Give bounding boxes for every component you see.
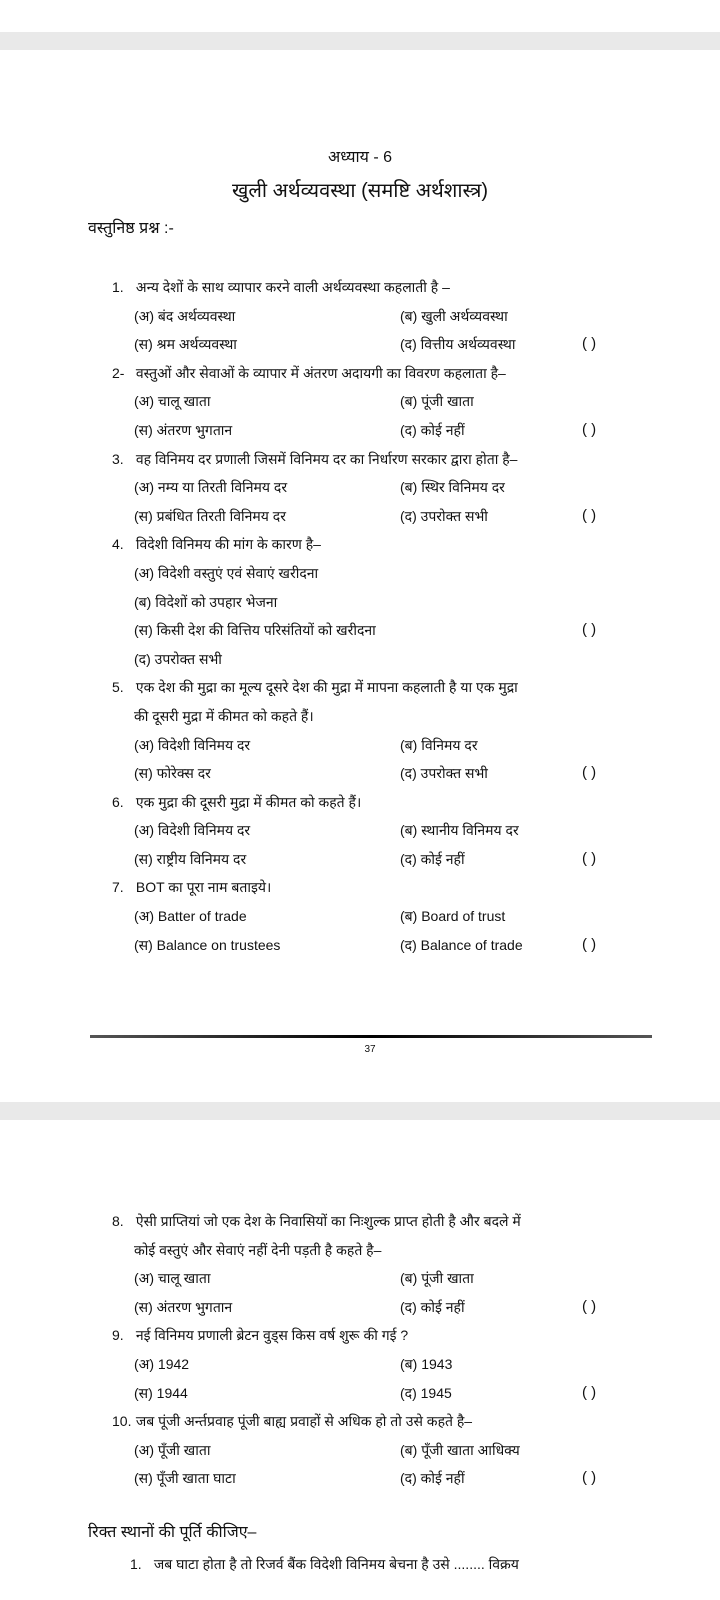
option: (स) फोरेक्स दर <box>134 765 211 782</box>
option-row <box>112 559 672 588</box>
section-heading: वस्तुनिष्ठ प्रश्न :- <box>88 220 174 237</box>
question-line <box>112 359 672 388</box>
option: (अ) बंद अर्थव्यवस्था <box>134 307 236 324</box>
question-text: अन्य देशों के साथ व्यापार करने वाली अर्थव्यवस्था कहलाती है – <box>135 279 450 295</box>
answer-blank: ( ) <box>582 1469 597 1487</box>
answer-blank: ( ) <box>582 335 597 353</box>
question <box>112 359 672 445</box>
question-text: BOT का पूरा नाम बताइये। <box>135 879 272 896</box>
question-text: कोई वस्तुएं और सेवाएं नहीं देनी पड़ती है कहते है– <box>134 1241 382 1258</box>
option: (ब) पूंजी खाता <box>400 393 474 410</box>
question-text: एक देश की मुद्रा का मूल्य दूसरे देश की मुद्रा में मापना कहलाती है या एक मुद्रा <box>135 679 518 696</box>
question-text: विदेशी विनिमय की मांग के कारण है– <box>135 536 321 553</box>
option-row <box>112 1350 672 1379</box>
question-number: 6. <box>112 793 124 810</box>
question-number: 2- <box>112 364 125 381</box>
option: (अ) विदेशी विनिमय दर <box>134 822 251 839</box>
question-text: वस्तुओं और सेवाओं के व्यापार में अंतरण अदायगी का विवरण कहलाता है– <box>135 364 506 381</box>
option: (ब) पूँजी खाता आधिक्य <box>400 1441 520 1458</box>
question-line <box>112 702 672 731</box>
question-line <box>112 673 672 702</box>
fill-blanks-heading: रिक्त स्थानों की पूर्ति कीजिए– <box>88 1524 257 1541</box>
question-text: वह विनिमय दर प्रणाली जिसमें विनिमय दर का निर्धारण सरकार द्वारा होता है– <box>135 450 518 467</box>
option: (द) कोई नहीं <box>400 850 465 867</box>
question-line <box>112 445 672 474</box>
option: (स) पूँजी खाता घाटा <box>134 1470 236 1487</box>
option: (ब) स्थिर विनिमय दर <box>400 479 505 496</box>
question-text: ऐसी प्राप्तियां जो एक देश के निवासियों का निःशुल्क प्राप्त होती है और बदले में <box>135 1213 521 1229</box>
option: (स) Balance on trustees <box>134 936 281 953</box>
document-page-38 <box>0 1120 720 1600</box>
answer-blank: ( ) <box>582 506 597 524</box>
option: (स) राष्ट्रीय विनिमय दर <box>134 850 247 867</box>
question-text: जब पूंजी अर्न्तप्रवाह पूंजी बाह्य प्रवाहों से अधिक हो तो उसे कहते है– <box>135 1413 473 1430</box>
option: (स) प्रबंधित तिरती विनिमय दर <box>134 507 286 524</box>
option-row <box>112 387 672 416</box>
option-row <box>112 302 672 331</box>
option: (स) 1944 <box>134 1384 188 1401</box>
option: (ब) पूंजी खाता <box>400 1270 474 1287</box>
question <box>112 788 672 874</box>
option: (ब) विनिमय दर <box>400 736 478 753</box>
option-row <box>112 1293 672 1322</box>
option: (अ) 1942 <box>134 1355 190 1372</box>
option: (ब) 1943 <box>400 1355 453 1372</box>
option: (अ) चालू खाता <box>134 1270 211 1287</box>
option: (द) कोई नहीं <box>400 1298 465 1315</box>
question-text: नई विनिमय प्रणाली ब्रेटन वुड्स किस वर्ष शुरू की गई ? <box>135 1327 409 1344</box>
question-line <box>112 788 672 817</box>
option-row <box>112 931 672 960</box>
answer-blank: ( ) <box>582 1297 597 1315</box>
chapter-title: खुली अर्थव्यवस्था (समष्टि अर्थशास्त्र) <box>231 180 489 202</box>
option: (द) उपरोक्त सभी <box>134 650 222 667</box>
page-number: 37 <box>364 1044 376 1055</box>
option-row <box>112 845 672 874</box>
option: (स) किसी देश की वित्तिय परिसंतियों को खरीदना <box>134 622 376 639</box>
question-line <box>112 530 672 559</box>
question-number: 1. <box>112 279 124 295</box>
question-number: 7. <box>112 879 124 896</box>
option: (द) उपरोक्त सभी <box>400 507 488 524</box>
option: (स) अंतरण भुगतान <box>134 421 233 438</box>
option-row <box>112 1379 672 1408</box>
answer-blank: ( ) <box>582 621 597 639</box>
option-row <box>112 588 672 617</box>
question <box>112 530 672 673</box>
option-row <box>112 731 672 760</box>
option: (अ) Batter of trade <box>134 908 247 925</box>
option: (द) Balance of trade <box>400 936 523 953</box>
answer-blank: ( ) <box>582 849 597 867</box>
question <box>112 873 672 959</box>
question-text: की दूसरी मुद्रा में कीमत को कहते हैं। <box>134 707 314 724</box>
question-text: एक मुद्रा की दूसरी मुद्रा में कीमत को कहते हैं। <box>135 793 362 810</box>
option-row <box>112 645 672 674</box>
option: (द) उपरोक्त सभी <box>400 765 488 782</box>
option: (ब) खुली अर्थव्यवस्था <box>400 307 508 324</box>
option-row <box>112 902 672 931</box>
option: (अ) चालू खाता <box>134 393 211 410</box>
option-row <box>112 473 672 502</box>
question <box>112 273 672 359</box>
option-row <box>112 1264 672 1293</box>
question-line <box>112 273 672 302</box>
question <box>112 673 672 787</box>
option-row <box>112 616 672 645</box>
answer-blank: ( ) <box>582 420 597 438</box>
answer-blank: ( ) <box>582 1383 597 1401</box>
question-line <box>112 1407 672 1436</box>
question-number: 9. <box>112 1327 124 1344</box>
item-text: जब घाटा होता है तो रिजर्व बैंक विदेशी विनिमय बेचना है उसे ........ विक्रय <box>153 1556 519 1572</box>
question-line <box>112 873 672 902</box>
option: (अ) विदेशी विनिमय दर <box>134 736 251 753</box>
question-number: 4. <box>112 536 124 553</box>
question-number: 8. <box>112 1213 124 1229</box>
option-row <box>112 759 672 788</box>
question <box>112 1321 672 1407</box>
document-page-37 <box>0 50 720 1102</box>
question-line <box>112 1321 672 1350</box>
option: (ब) Board of trust <box>400 908 506 925</box>
option-row <box>112 816 672 845</box>
option: (द) वित्तीय अर्थव्यवस्था <box>400 336 516 353</box>
option: (अ) पूँजी खाता <box>134 1441 211 1458</box>
option-row <box>112 502 672 531</box>
option: (द) 1945 <box>400 1384 452 1401</box>
option: (अ) विदेशी वस्तुएं एवं सेवाएं खरीदना <box>134 564 319 581</box>
option: (स) श्रम अर्थव्यवस्था <box>134 336 237 353</box>
chapter-number: अध्याय - 6 <box>327 149 393 166</box>
question-list <box>112 1207 672 1493</box>
item-number: 1. <box>130 1556 142 1572</box>
answer-blank: ( ) <box>582 764 597 782</box>
option: (अ) नम्य या तिरती विनिमय दर <box>134 479 288 496</box>
question <box>112 445 672 531</box>
question-list <box>112 273 672 959</box>
option-row <box>112 1436 672 1465</box>
question-number: 3. <box>112 450 124 467</box>
question-line <box>112 1236 672 1265</box>
option-row <box>112 330 672 359</box>
question-line <box>112 1207 672 1236</box>
option-row <box>112 1464 672 1493</box>
footer-rule <box>90 1035 652 1038</box>
option: (ब) विदेशों को उपहार भेजना <box>134 593 278 610</box>
option-row <box>112 416 672 445</box>
option: (स) अंतरण भुगतान <box>134 1298 233 1315</box>
question <box>112 1207 672 1321</box>
answer-blank: ( ) <box>582 935 597 953</box>
option: (द) कोई नहीं <box>400 1470 465 1487</box>
question <box>112 1407 672 1493</box>
option: (ब) स्थानीय विनिमय दर <box>400 822 519 839</box>
viewer-top-bar <box>0 0 720 32</box>
fill-blank-item <box>130 1550 690 1579</box>
question-number: 10. <box>112 1413 132 1430</box>
option: (द) कोई नहीं <box>400 421 465 438</box>
question-number: 5. <box>112 679 124 696</box>
